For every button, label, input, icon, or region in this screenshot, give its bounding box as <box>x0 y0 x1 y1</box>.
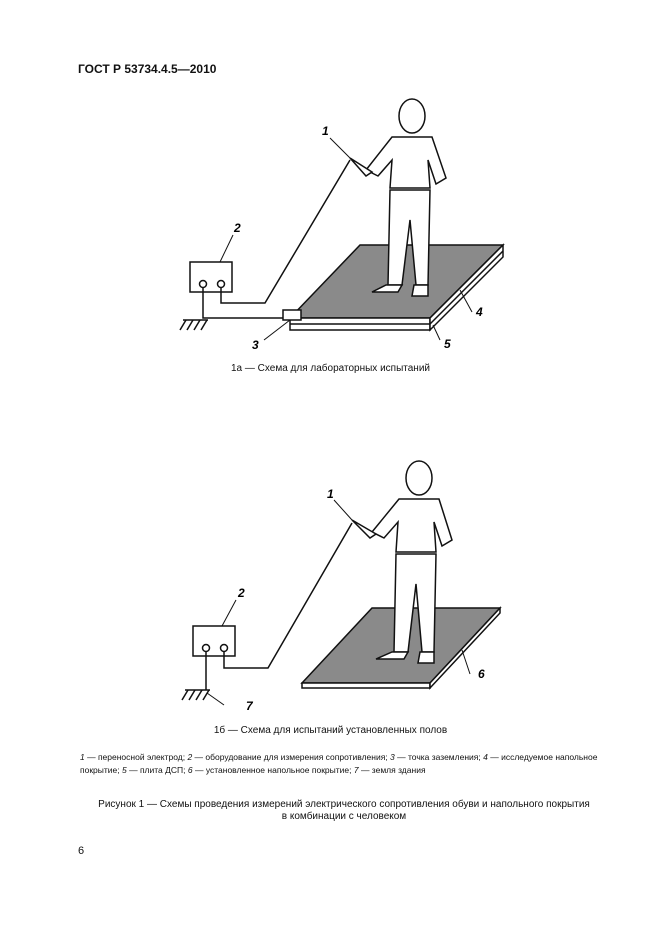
standard-header: ГОСТ Р 53734.4.5—2010 <box>78 62 217 76</box>
caption-figure-1b: 1б — Схема для испытаний установленных полов <box>213 725 448 736</box>
legend-num-6: 6 <box>187 765 193 775</box>
figure-1a-diagram <box>0 0 661 360</box>
label-1b-2: 2 <box>238 586 245 600</box>
legend-text-7: — земля здания <box>358 765 426 775</box>
legend-num-3: 3 <box>390 752 395 762</box>
legend-text-6: — установленное напольное покрытие; <box>192 765 354 775</box>
label-1b-1: 1 <box>327 487 334 501</box>
legend-num-1: 1 <box>80 752 85 762</box>
label-1b-6: 6 <box>478 667 485 681</box>
grounding-point <box>283 310 301 320</box>
legend-text-4: — исследуемое напольное покрытие; <box>80 752 598 775</box>
legend-num-4: 4 <box>483 752 488 762</box>
page-number: 6 <box>78 845 85 857</box>
label-1a-4: 4 <box>476 305 483 319</box>
label-1a-3: 3 <box>252 338 259 352</box>
legend-num-7: 7 <box>353 765 359 775</box>
legend-text-5: — плита ДСП; <box>126 765 188 775</box>
legend-num-5: 5 <box>121 765 127 775</box>
legend-text-1: — переносной электрод; <box>84 752 188 762</box>
legend-text-3: — точка заземления; <box>394 752 484 762</box>
figure-title-line1: Рисунок 1 — Схемы проведения измерений электрического сопротивления обуви и напольного покрытия <box>98 799 590 810</box>
label-1a-2: 2 <box>234 221 241 235</box>
label-1a-5: 5 <box>444 337 451 351</box>
label-1a-1: 1 <box>322 124 329 138</box>
label-1b-7: 7 <box>246 699 253 713</box>
figure-1b-diagram <box>0 360 661 720</box>
legend-num-2: 2 <box>187 752 193 762</box>
legend-text-2: — оборудование для измерения сопротивления; <box>192 752 391 762</box>
figure-title-line2: в комбинации с человеком <box>281 811 407 822</box>
figure-legend <box>80 751 608 777</box>
resistance-meter <box>193 626 235 656</box>
resistance-meter <box>190 262 232 292</box>
caption-figure-1a: 1а — Схема для лабораторных испытаний <box>230 363 430 374</box>
